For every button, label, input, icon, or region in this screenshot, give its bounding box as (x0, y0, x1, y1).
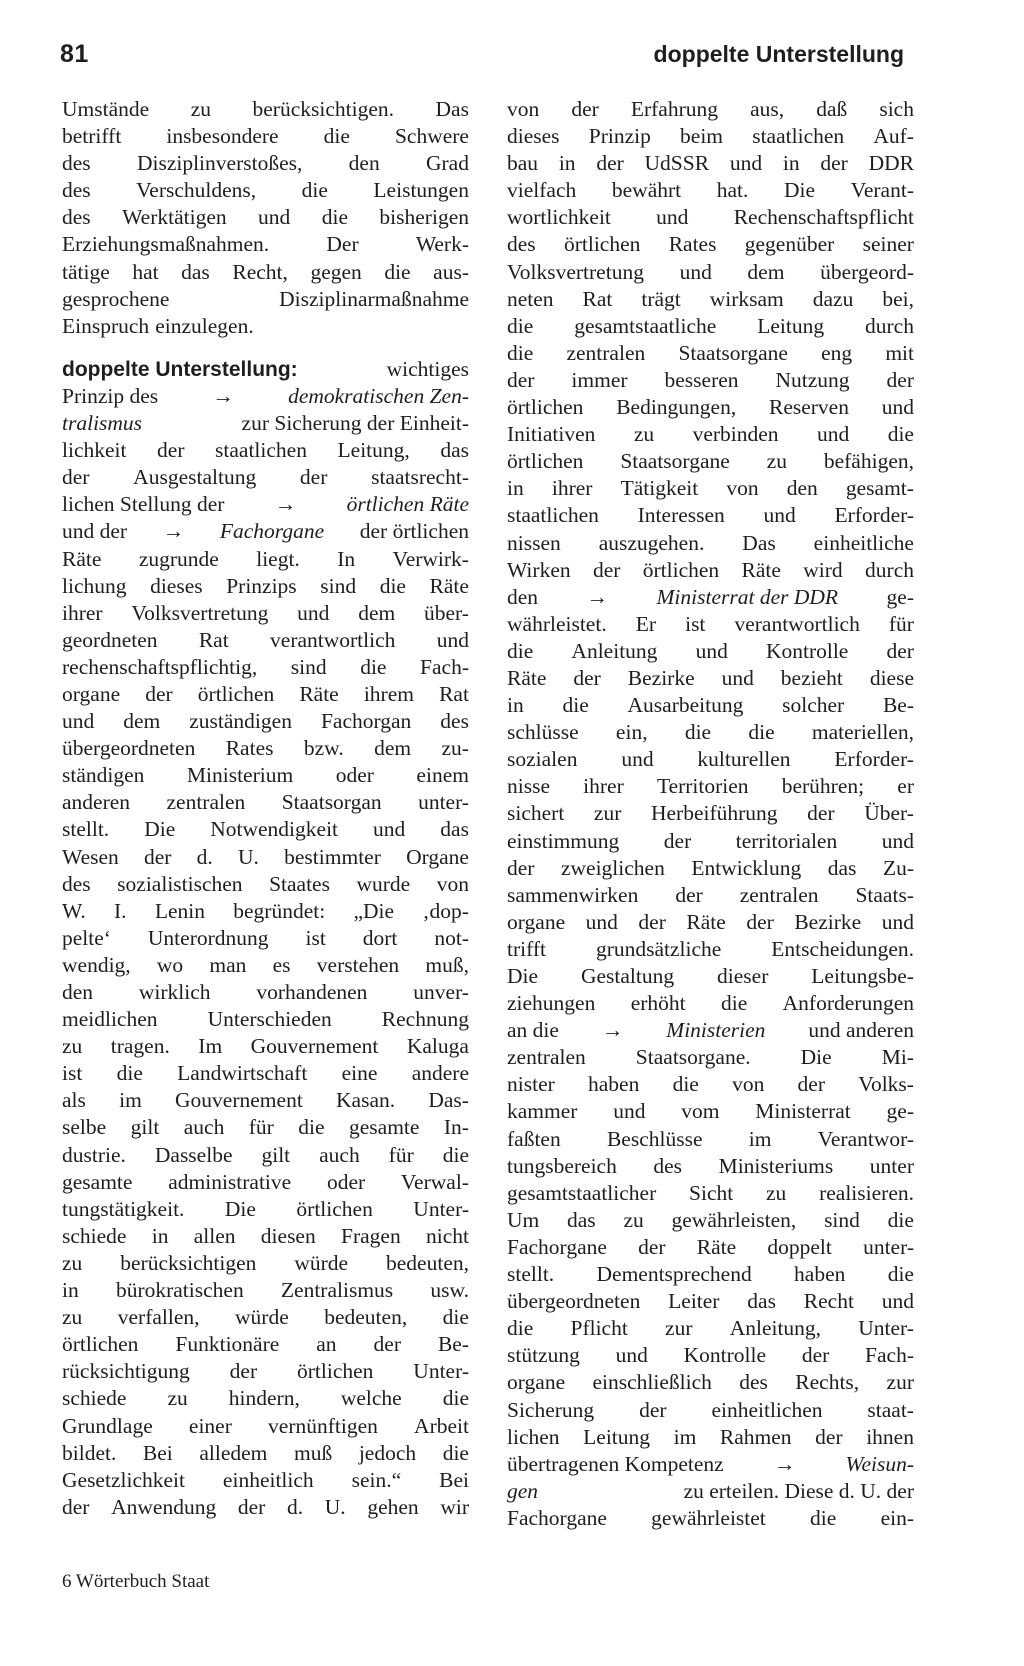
text-line: meidlichen Unterschieden Rechnung (62, 1007, 469, 1032)
text-line: gesprochene Disziplinarmaßnahme (62, 286, 469, 311)
text-line: den wirklich vorhandenen unver- (62, 980, 469, 1004)
arrow-icon: → (162, 519, 185, 544)
text-line: kammer und vom Ministerrat ge- (507, 1099, 914, 1124)
text-span: und der (62, 519, 128, 544)
text-line: die Pflicht zur Anleitung, Unter- (507, 1316, 914, 1341)
text-line: des sozialistischen Staates wurde von (62, 871, 469, 896)
text-line (507, 1017, 914, 1044)
text-line: stützung und Kontrolle der Fach- (507, 1343, 914, 1368)
text-line: als im Gouvernement Kasan. Das- (62, 1088, 469, 1113)
text-line: übergeordneten Leiter das Recht und (507, 1289, 914, 1314)
text-line: dustrie. Dasselbe gilt auch für die (62, 1142, 469, 1167)
text-line: Räte der Bezirke und bezieht diese (507, 665, 914, 690)
text-line: örtlichen Bedingungen, Reserven und (507, 395, 914, 420)
text-line: tungsbereich des Ministeriums unter (507, 1153, 914, 1178)
text-line: zu tragen. Im Gouvernement Kaluga (62, 1034, 469, 1059)
text-line: organe einschließlich des Rechts, zur (507, 1370, 914, 1395)
text-line (507, 584, 914, 611)
text-line: Fachorgane der Räte doppelt unter- (507, 1234, 914, 1259)
text-line: in ihrer Tätigkeit von den gesamt- (507, 476, 914, 501)
text-line: Gesetzlichkeit einheitlich sein.“ Bei (62, 1467, 469, 1492)
text-line: schlüsse ein, die die materiellen, (507, 720, 914, 745)
text-line: die gesamtstaatliche Leitung durch (507, 313, 914, 338)
text-line: nissen auszugehen. Das einheitliche (507, 530, 914, 555)
text-line: sozialen und kulturellen Erforder- (507, 747, 914, 772)
signature-number: 6 (62, 1571, 72, 1592)
text-line: gesamte administrative oder Verwal- (62, 1169, 469, 1194)
text-span: Prinzip des (62, 383, 159, 408)
running-head: doppelte Unterstellung (653, 41, 904, 67)
text-line: pelte‘ Unterordnung ist dort not- (62, 925, 469, 950)
text-line: wendig, wo man es verstehen muß, (62, 952, 469, 977)
text-line: des örtlichen Rates gegenüber seiner (507, 232, 914, 257)
text-span: ge- (886, 584, 914, 609)
entry-keyword: doppelte Unterstellung: (62, 357, 298, 381)
text-line: bildet. Bei alledem muß jedoch die (62, 1440, 469, 1465)
text-line: Erziehungsmaßnahmen. Der Werk- (62, 232, 469, 257)
text-line: organe und der Räte der Bezirke und (507, 909, 914, 934)
text-line: der Ausgestaltung der staatsrecht- (62, 465, 469, 490)
text-span: und anderen (808, 1018, 914, 1043)
text-span: zur Sicherung der Einheit- (241, 411, 469, 436)
text-line: nister haben die von der Volks- (507, 1072, 914, 1097)
text-line: vielfach bewährt hat. Die Verant- (507, 178, 914, 203)
text-line: zu berücksichtigen würde bedeuten, (62, 1250, 469, 1275)
text-line: in bürokratischen Zentralismus usw. (62, 1278, 469, 1303)
text-line: Räte zugrunde liegt. In Verwirk- (62, 546, 469, 571)
text-line: und dem zuständigen Fachorgan des (62, 709, 469, 734)
text-line: des Disziplinverstoßes, den Grad (62, 151, 469, 176)
text-line: Um das zu gewährleisten, sind die (507, 1207, 914, 1232)
page-number: 81 (60, 40, 89, 68)
text-line: Sicherung der einheitlichen staat- (507, 1397, 914, 1422)
text-line: von der Erfahrung aus, daß sich (507, 97, 914, 121)
text-line: lichkeit der staatlichen Leitung, das (62, 438, 469, 463)
text-line: tätige hat das Recht, gegen die aus- (62, 259, 469, 284)
arrow-icon: → (773, 1451, 796, 1476)
text-line (62, 518, 469, 545)
cross-reference[interactable]: örtlichen Räte (346, 492, 469, 517)
text-line: rücksichtigung der örtlichen Unter- (62, 1359, 469, 1384)
text-line: neten Rat trägt wirksam dazu bei, (507, 286, 914, 311)
text-line: einstimmung der territorialen und (507, 828, 914, 853)
text-line: örtlichen Staatsorgane zu befähigen, (507, 449, 914, 474)
text-line: der immer besseren Nutzung der (507, 367, 914, 392)
text-line: Grundlage einer vernünftigen Arbeit (62, 1413, 469, 1438)
text-line: ist die Landwirtschaft eine andere (62, 1061, 469, 1086)
text-line: stellt. Dementsprechend haben die (507, 1262, 914, 1287)
text-line: sammenwirken der zentralen Staats- (507, 882, 914, 907)
text-span: der örtlichen (359, 519, 469, 544)
text-line: zentralen Staatsorgane. Die Mi- (507, 1045, 914, 1070)
dictionary-entry (62, 356, 469, 1521)
text-line: ständigen Ministerium oder einem (62, 763, 469, 788)
text-line (62, 383, 469, 410)
left-column (62, 96, 469, 1521)
text-line (507, 1451, 914, 1478)
text-line: gesamtstaatlicher Sicht zu realisieren. (507, 1180, 914, 1205)
text-line: lichen Leitung im Rahmen der ihnen (507, 1424, 914, 1449)
text-span: den (507, 584, 539, 609)
text-span: wichtiges (386, 356, 469, 381)
text-line: trifft grundsätzliche Entscheidungen. (507, 936, 914, 961)
text-line: staatlichen Interessen und Erforder- (507, 503, 914, 528)
arrow-icon: → (212, 383, 234, 408)
cross-reference[interactable]: Weisun- (845, 1451, 914, 1476)
text-line: der Anwendung der d. U. gehen wir (62, 1494, 469, 1519)
text-line (62, 356, 469, 383)
text-line: der zweiglichen Entwicklung das Zu- (507, 855, 914, 880)
text-line: Initiativen zu verbinden und die (507, 422, 914, 447)
cross-reference[interactable]: Ministerrat der DDR (656, 584, 839, 609)
text-line: bau in der UdSSR und in der DDR (507, 151, 914, 176)
text-span: lichen Stellung der (62, 492, 225, 517)
text-line: des Werktätigen und die bisherigen (62, 205, 469, 230)
text-line: nisse ihrer Territorien berühren; er (507, 774, 914, 799)
cross-reference[interactable]: tralismus (62, 411, 143, 436)
text-line: geordneten Rat verantwortlich und (62, 627, 469, 652)
signature-title: Wörterbuch Staat (75, 1571, 210, 1592)
text-span: zu erteilen. Diese d. U. der (683, 1478, 914, 1503)
cross-reference[interactable]: demokratischen Zen- (288, 383, 469, 408)
text-line: Einspruch einzulegen. (62, 313, 254, 338)
footer-signature (62, 1571, 209, 1593)
text-line: die zentralen Staatsorgane eng mit (507, 340, 914, 365)
text-line: örtlichen Funktionäre an der Be- (62, 1332, 469, 1357)
arrow-icon: → (601, 1018, 624, 1043)
text-line (62, 410, 469, 437)
text-line: sichert zur Herbeiführung der Über- (507, 801, 914, 826)
text-line: übergeordneten Rates bzw. dem zu- (62, 736, 469, 761)
text-line (62, 491, 469, 518)
text-line: lichung dieses Prinzips sind die Räte (62, 573, 469, 598)
cross-reference[interactable]: gen (507, 1478, 539, 1503)
cross-reference[interactable]: Ministerien (666, 1018, 766, 1043)
text-line: Die Gestaltung dieser Leitungsbe- (507, 964, 914, 988)
text-line: tungstätigkeit. Die örtlichen Unter- (62, 1196, 469, 1221)
text-line: dieses Prinzip beim staatlichen Auf- (507, 124, 914, 149)
text-line: selbe gilt auch für die gesamte In- (62, 1115, 469, 1140)
text-line: wortlichkeit und Rechenschaftspflicht (507, 205, 914, 230)
text-line: Wirken der örtlichen Räte wird durch (507, 557, 914, 582)
text-line: des Verschuldens, die Leistungen (62, 178, 469, 203)
text-line: stellt. Die Notwendigkeit und das (62, 817, 469, 842)
text-line: schiede zu hindern, welche die (62, 1386, 469, 1411)
text-line: schiede in allen diesen Fragen nicht (62, 1223, 469, 1248)
text-line: in die Ausarbeitung solcher Be- (507, 693, 914, 718)
right-column (507, 96, 914, 1532)
text-line: anderen zentralen Staatsorgan unter- (62, 790, 469, 815)
text-line: Wesen der d. U. bestimmter Organe (62, 844, 469, 869)
cross-reference[interactable]: Fachorgane (219, 519, 325, 544)
text-line: Fachorgane gewährleistet die ein- (507, 1505, 914, 1530)
text-line (507, 1478, 914, 1505)
text-line: organe der örtlichen Räte ihrem Rat (62, 681, 469, 706)
text-line: betrifft insbesondere die Schwere (62, 124, 469, 149)
arrow-icon: → (274, 492, 297, 517)
text-line: Umstände zu berücksichtigen. Das (62, 97, 469, 121)
text-line: zu verfallen, würde bedeuten, die (62, 1305, 469, 1330)
text-span: übertragenen Kompetenz (507, 1451, 724, 1476)
arrow-icon: → (586, 584, 609, 609)
paragraph-continued (62, 96, 469, 340)
text-line: rechenschaftspflichtig, sind die Fach- (62, 654, 469, 679)
text-line: Volksvertretung und dem übergeord- (507, 259, 914, 284)
text-line: faßten Beschlüsse im Verantwor- (507, 1126, 914, 1151)
text-line: ihrer Volksvertretung und dem über- (62, 600, 469, 625)
text-span: an die (507, 1018, 559, 1043)
text-line: W. I. Lenin begründet: „Die ‚dop- (62, 898, 469, 923)
text-line: die Anleitung und Kontrolle der (507, 638, 914, 663)
text-line: währleistet. Er ist verantwortlich für (507, 611, 914, 636)
text-line: ziehungen erhöht die Anforderungen (507, 991, 914, 1016)
